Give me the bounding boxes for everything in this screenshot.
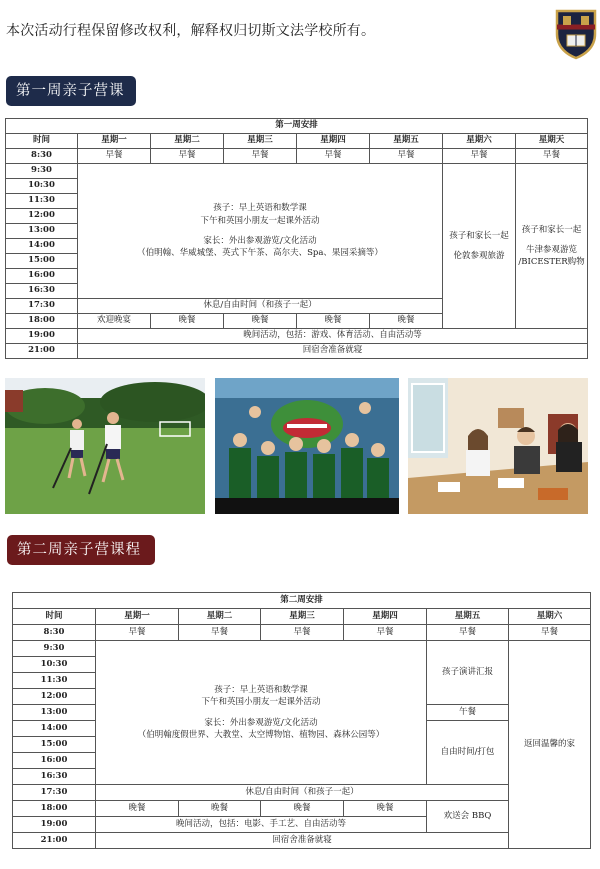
program-kids: 孩子：早上英语和数学课: [214, 684, 308, 695]
saturday-line1: 孩子和家长一起: [449, 230, 509, 241]
breakfast-cell: 早餐: [509, 625, 591, 641]
sunday-line2: 牛津参观游览: [526, 244, 578, 255]
saturday-line2: 伦敦参观旅游: [453, 251, 505, 261]
week1-schedule-table: [5, 118, 588, 359]
rest-cell: 休息/自由时间（和孩子一起）: [96, 785, 509, 801]
photo-hockey-players: [5, 378, 205, 514]
dinner-cell: 晚餐: [151, 314, 224, 329]
week1-table-title: 第一周安排: [6, 119, 588, 134]
header-time: 时间: [13, 609, 96, 625]
dinner-cell: 晚餐: [224, 314, 297, 329]
time-cell: 12:00: [13, 689, 96, 705]
photo-theatre-group: [215, 378, 399, 514]
breakfast-cell: 早餐: [516, 149, 588, 164]
time-cell: 8:30: [6, 149, 78, 164]
evening-activity-cell: 晚间活动，包括：游戏、体育活动、自由活动等: [78, 329, 588, 344]
time-cell: 14:00: [6, 239, 78, 254]
breakfast-cell: 早餐: [443, 149, 516, 164]
time-cell: 16:30: [6, 284, 78, 299]
evening-activity-cell: 晚间活动，包括：电影、手工艺、自由活动等: [96, 817, 427, 833]
time-cell: 15:00: [6, 254, 78, 269]
program-parents-places: （伯明翰、华威城堡、英式下午茶、高尔夫、Spa、果园采摘等）: [137, 248, 383, 259]
friday-report-cell: 孩子演讲汇报: [427, 641, 509, 705]
week2-section-title: 第二周亲子营课程: [7, 535, 155, 565]
header-day: 星期一: [78, 134, 151, 149]
time-cell: 16:30: [13, 769, 96, 785]
header-day: 星期天: [516, 134, 588, 149]
welcome-dinner-cell: 欢迎晚宴: [78, 314, 151, 329]
header-time: 时间: [6, 134, 78, 149]
weekday-program-cell: [96, 641, 427, 785]
time-cell: 15:00: [13, 737, 96, 753]
time-cell: 18:00: [13, 801, 96, 817]
dinner-cell: 晚餐: [179, 801, 261, 817]
time-cell: 17:30: [13, 785, 96, 801]
time-cell: 9:30: [13, 641, 96, 657]
breakfast-cell: 早餐: [78, 149, 151, 164]
breakfast-cell: 早餐: [297, 149, 370, 164]
time-cell: 17:30: [6, 299, 78, 314]
breakfast-cell: 早餐: [427, 625, 509, 641]
time-cell: 16:00: [6, 269, 78, 284]
dinner-cell: 晚餐: [370, 314, 443, 329]
weekday-program-cell: [78, 164, 443, 299]
time-cell: 13:00: [13, 705, 96, 721]
header-day: 星期六: [509, 609, 591, 625]
header-day: 星期六: [443, 134, 516, 149]
saturday-program-cell: [443, 164, 516, 329]
time-cell: 13:00: [6, 224, 78, 239]
breakfast-cell: 早餐: [344, 625, 427, 641]
dinner-cell: 晚餐: [344, 801, 427, 817]
time-cell: 9:30: [6, 164, 78, 179]
breakfast-cell: 早餐: [179, 625, 261, 641]
sunday-program-cell: [516, 164, 588, 329]
saturday-program-cell: 返回温馨的家: [509, 641, 591, 849]
dinner-cell: 晚餐: [96, 801, 179, 817]
header-day: 星期四: [344, 609, 427, 625]
photo-classroom-study: [408, 378, 588, 514]
farewell-bbq-cell: 欢送会 BBQ: [427, 801, 509, 833]
header-day: 星期二: [151, 134, 224, 149]
program-kids-afternoon: 下午和英国小朋友一起课外活动: [201, 697, 321, 708]
header-day: 星期五: [427, 609, 509, 625]
time-cell: 11:30: [6, 194, 78, 209]
header-day: 星期一: [96, 609, 179, 625]
program-parents-places: （伯明翰度假世界、大教堂、太空博物馆、植物园、森林公园等）: [137, 729, 385, 740]
time-cell: 16:00: [13, 753, 96, 769]
time-cell: 10:30: [6, 179, 78, 194]
breakfast-cell: 早餐: [261, 625, 344, 641]
dinner-cell: 晚餐: [297, 314, 370, 329]
time-cell: 19:00: [6, 329, 78, 344]
week2-table-title: 第二周安排: [13, 593, 591, 609]
time-cell: 14:00: [13, 721, 96, 737]
time-cell: 21:00: [6, 344, 78, 359]
week1-section-title: 第一周亲子营课程: [6, 76, 136, 106]
friday-lunch-cell: 午餐: [427, 705, 509, 721]
rest-cell: 休息/自由时间（和孩子一起）: [78, 299, 443, 314]
time-cell: 10:30: [13, 657, 96, 673]
sunday-line1: 孩子和家长一起: [521, 224, 582, 235]
school-crest-logo: [554, 8, 598, 60]
time-cell: 18:00: [6, 314, 78, 329]
time-cell: 11:30: [13, 673, 96, 689]
time-cell: 8:30: [13, 625, 96, 641]
program-kids: 孩子：早上英语和数学课: [213, 203, 307, 214]
breakfast-cell: 早餐: [151, 149, 224, 164]
program-parents: 家长：外出参观游览/文化活动: [203, 236, 317, 246]
time-cell: 12:00: [6, 209, 78, 224]
time-cell: 21:00: [13, 833, 96, 849]
breakfast-cell: 早餐: [96, 625, 179, 641]
week2-schedule-table: [12, 592, 591, 849]
program-parents: 家长：外出参观游览/文化活动: [204, 717, 318, 728]
friday-free-time-cell: 自由时间/打包: [427, 721, 509, 785]
program-kids-afternoon: 下午和英国小朋友一起课外活动: [200, 215, 320, 226]
bedtime-cell: 回宿舍准备就寝: [96, 833, 509, 849]
header-day: 星期二: [179, 609, 261, 625]
sunday-line3: /BICESTER购物: [518, 257, 585, 268]
breakfast-cell: 早餐: [224, 149, 297, 164]
header-day: 星期三: [224, 134, 297, 149]
header-day: 星期三: [261, 609, 344, 625]
header-day: 星期五: [370, 134, 443, 149]
header-day: 星期四: [297, 134, 370, 149]
notice-text: 本次活动行程保留修改权利，解释权归切斯文法学校所有。: [6, 23, 376, 39]
breakfast-cell: 早餐: [370, 149, 443, 164]
bedtime-cell: 回宿舍准备就寝: [78, 344, 588, 359]
dinner-cell: 晚餐: [261, 801, 344, 817]
time-cell: 19:00: [13, 817, 96, 833]
